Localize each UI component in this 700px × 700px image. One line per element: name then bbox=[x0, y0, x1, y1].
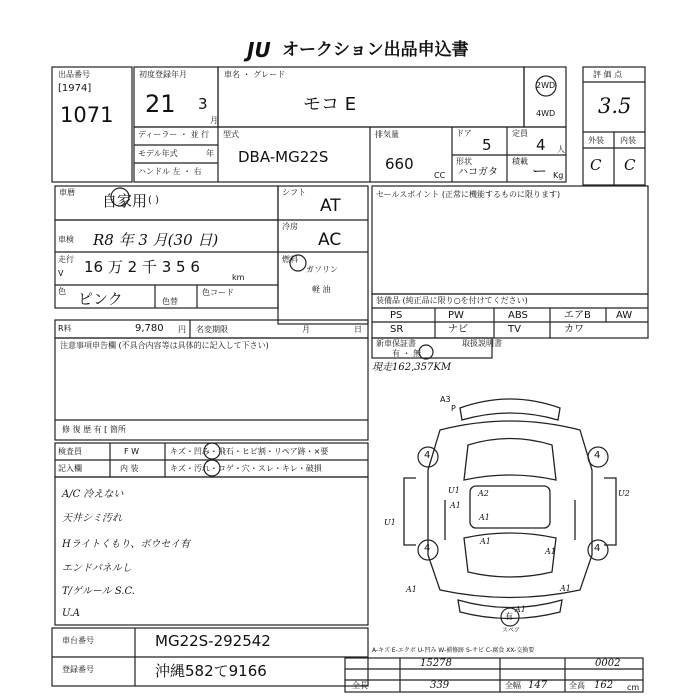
model-type: DBA-MG22S bbox=[238, 148, 329, 166]
wid-label: 全幅 bbox=[505, 681, 521, 690]
mileage-prefix: V bbox=[58, 269, 64, 278]
lot-number: 1071 bbox=[60, 103, 114, 127]
mark-a3: A3 bbox=[440, 395, 451, 404]
model-year-unit: 年 bbox=[206, 149, 214, 158]
dim-w2: 0002 bbox=[595, 658, 621, 669]
handle-label: ハンドル 左 ・ 右 bbox=[138, 167, 202, 176]
day-unit: 日 bbox=[354, 325, 362, 334]
damage-legend: A-キズ E-エクボ U-凹み W-補修跡 S-サビ C-腐食 XX-交換要 bbox=[372, 647, 535, 654]
fuel-diesel: 軽 油 bbox=[312, 285, 331, 294]
capacity-label: 定員 bbox=[512, 129, 528, 138]
shift-value: AT bbox=[320, 196, 341, 216]
color-value: ピンク bbox=[78, 290, 123, 308]
recycle-unit: 円 bbox=[178, 325, 186, 334]
equip-navi: ナビ bbox=[448, 324, 468, 335]
dim-unit: cm bbox=[627, 683, 640, 692]
equipment-note: 現走162,357KM bbox=[372, 362, 452, 373]
score-ext-label: 外装 bbox=[588, 136, 604, 145]
inspector-ext-items: キズ・凹み・飛石・ヒビ割・リペア跡・×要 bbox=[170, 447, 329, 456]
remark-6: U.A bbox=[62, 608, 80, 619]
dim-height: 162 bbox=[594, 680, 614, 691]
cc-label: 排気量 bbox=[375, 130, 399, 139]
remark-2: 天井シミ汚れ bbox=[62, 513, 122, 524]
type-label: 型式 bbox=[223, 130, 239, 139]
score-ext: C bbox=[590, 156, 602, 174]
history-value: 自家用 bbox=[102, 192, 148, 210]
ac-value: AC bbox=[318, 230, 342, 250]
mark-a1-b: A1 bbox=[479, 513, 490, 522]
mark-a1-c: A1 bbox=[480, 537, 491, 546]
equip-ps: PS bbox=[390, 310, 403, 321]
warranty-label: 新車保証書 bbox=[376, 339, 416, 348]
mark-a2: A2 bbox=[478, 489, 489, 498]
car-name: モコ E bbox=[303, 94, 357, 115]
dim-length: 339 bbox=[430, 680, 450, 691]
recycle-value: 9,780 bbox=[135, 323, 164, 334]
mark-a1-e: A1 bbox=[406, 585, 417, 594]
inspector-label: 検査員 bbox=[58, 447, 82, 456]
equip-pw: PW bbox=[448, 310, 464, 321]
dim-width: 147 bbox=[528, 680, 548, 691]
spare-label: スペア bbox=[502, 627, 521, 634]
remark-1: A/C 冷えない bbox=[62, 489, 124, 500]
color-change-label: 色替 bbox=[162, 297, 178, 306]
equip-tv: TV bbox=[508, 324, 521, 335]
color-label: 色 bbox=[58, 287, 66, 296]
equip-aw: AW bbox=[616, 310, 633, 321]
name-change-label: 名変期限 bbox=[196, 325, 228, 334]
reg-year: 21 bbox=[145, 90, 176, 118]
reg-month-unit: 月 bbox=[210, 116, 218, 125]
score-value: 3.5 bbox=[598, 94, 632, 118]
score-int-label: 内装 bbox=[620, 136, 636, 145]
shape-label: 形状 bbox=[456, 157, 472, 166]
drive-2wd: 2WD bbox=[536, 81, 556, 90]
inspector-fw: F W bbox=[124, 447, 140, 456]
mark-a1-g: A1 bbox=[515, 605, 526, 614]
chassis-label: 車台番号 bbox=[62, 636, 94, 645]
reg-label: 初度登録年月 bbox=[139, 70, 187, 79]
dim-w1: 15278 bbox=[420, 658, 452, 669]
equipment-label: 装備品 (純正品に限り○を付けてください) bbox=[376, 296, 528, 305]
notes-label: 注意事項申告欄 (不具合内容等は具体的に記入して下さい) bbox=[60, 341, 269, 350]
load-label: 積載 bbox=[512, 157, 528, 166]
plate-label: 登録番号 bbox=[62, 665, 94, 674]
mark-a1-f: A1 bbox=[560, 584, 571, 593]
mark-p: P bbox=[451, 404, 456, 413]
car-name-label: 車名 ・ グレード bbox=[224, 70, 286, 79]
fuel-gasoline: ガソリン bbox=[306, 265, 338, 274]
remark-5: T/ゲルール S.C. bbox=[62, 586, 135, 597]
displacement: 660 bbox=[385, 155, 414, 173]
repair-history: 修 復 歴 有 [ 箇所 bbox=[62, 425, 126, 434]
inspector-int-label: 内 装 bbox=[120, 464, 139, 473]
equip-sr: SR bbox=[390, 324, 404, 335]
tire-front-right: 4 bbox=[594, 450, 601, 461]
inspection-label: 車検 bbox=[58, 235, 74, 244]
inspection-date: R8 年 3 月(30 日) bbox=[93, 231, 219, 249]
ac-label: 冷房 bbox=[282, 222, 298, 231]
equip-leather: カワ bbox=[564, 324, 584, 335]
color-code-label: 色コード bbox=[202, 288, 234, 297]
mark-u2: U2 bbox=[618, 489, 630, 498]
load-unit: Kg bbox=[553, 171, 564, 180]
history-paren: ( ) bbox=[148, 195, 159, 206]
manual-label: 取扱説明書 bbox=[462, 339, 502, 348]
tire-front-left: 4 bbox=[424, 450, 431, 461]
shift-label: シフト bbox=[282, 188, 306, 197]
remark-4: エンドパネルし bbox=[62, 563, 132, 574]
door-label: ドア bbox=[456, 129, 472, 138]
model-year-label: モデル年式 bbox=[138, 149, 178, 158]
mileage-label: 走行 bbox=[58, 255, 74, 264]
fuel-label: 燃料 bbox=[282, 255, 298, 264]
history-label: 車暦 bbox=[59, 188, 75, 197]
score-int: C bbox=[624, 156, 636, 174]
dealer-label: ディーラー ・ 並 行 bbox=[138, 130, 209, 139]
inspector-int-items: キズ・汚れ・コゲ・穴・スレ・キレ・破損 bbox=[170, 464, 322, 473]
lot-prefix: [1974] bbox=[58, 83, 92, 94]
warranty-value: 有 ・ 無 bbox=[392, 349, 422, 358]
car-diagram bbox=[404, 399, 616, 619]
shape: ハコガタ bbox=[458, 167, 498, 178]
mark-u1-b: U1 bbox=[384, 518, 396, 527]
mark-a1-a: A1 bbox=[450, 501, 461, 510]
capacity: 4 bbox=[536, 136, 546, 154]
plate-number: 沖縄582て9166 bbox=[155, 662, 267, 680]
logo: JU bbox=[247, 38, 271, 62]
month-unit: 月 bbox=[302, 325, 310, 334]
hgt-label: 全高 bbox=[569, 681, 585, 690]
len-label: 全長 bbox=[352, 681, 368, 690]
mileage-unit: km bbox=[232, 273, 245, 282]
mark-a1-d: A1 bbox=[545, 547, 556, 556]
tire-rear-left: 4 bbox=[424, 543, 431, 554]
load: ー bbox=[532, 162, 548, 180]
mileage-value: 16 万 2 千 3 5 6 bbox=[84, 258, 200, 276]
equip-airbag: エアB bbox=[564, 310, 591, 321]
form-title: オークション出品申込書 bbox=[282, 40, 469, 60]
sales-point-label: セールスポイント (正常に機能するものに限ります) bbox=[376, 190, 561, 199]
cc-unit: CC bbox=[434, 171, 446, 180]
tire-rear-right: 4 bbox=[594, 543, 601, 554]
lot-label: 出品番号 bbox=[58, 70, 90, 79]
recycle-label: R料 bbox=[58, 324, 72, 333]
equip-abs: ABS bbox=[508, 310, 528, 321]
remark-3: Hライトくもり、ボウセイ有 bbox=[62, 539, 191, 550]
chassis-number: MG22S-292542 bbox=[155, 632, 271, 650]
reg-month: 3 bbox=[198, 95, 208, 113]
mark-u1-a: U1 bbox=[448, 486, 460, 495]
entry-label: 記入欄 bbox=[58, 464, 82, 473]
score-label: 評 価 点 bbox=[593, 70, 623, 79]
spare-mark: 有 bbox=[505, 612, 513, 621]
capacity-unit: 人 bbox=[557, 145, 565, 154]
doors: 5 bbox=[482, 136, 492, 154]
drive-4wd: 4WD bbox=[536, 109, 556, 118]
